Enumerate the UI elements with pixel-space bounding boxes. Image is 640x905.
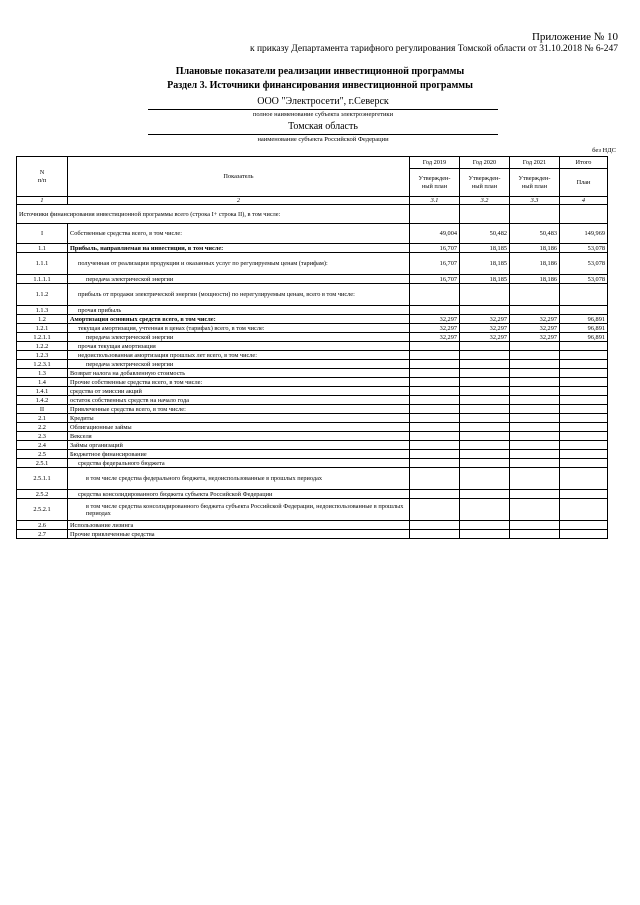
- table-row: [17, 342, 608, 351]
- row-value: [410, 306, 460, 315]
- row-value: [510, 396, 560, 405]
- row-label: Возврат налога на добавленную стоимость: [68, 369, 410, 378]
- row-value: [410, 432, 460, 441]
- row-value: 18,186: [510, 275, 560, 284]
- row-number: 1.2.2: [17, 342, 68, 351]
- approved-plan-header: Утвержден- ный план: [510, 169, 560, 197]
- table-row: [17, 499, 608, 521]
- row-value: [510, 378, 560, 387]
- row-label: средства федерального бюджета: [68, 459, 410, 468]
- row-number: 2.3: [17, 432, 68, 441]
- row-value: [510, 405, 560, 414]
- row-value: 16,707: [410, 244, 460, 253]
- row-number: 2.2: [17, 423, 68, 432]
- row-value: [460, 432, 510, 441]
- row-total: [560, 414, 608, 423]
- row-total: [560, 432, 608, 441]
- row-total: [560, 351, 608, 360]
- row-label: Займы организаций: [68, 441, 410, 450]
- row-value: [410, 468, 460, 490]
- row-total: [560, 499, 608, 521]
- row-value: [460, 405, 510, 414]
- row-value: 32,297: [460, 333, 510, 342]
- row-value: [410, 342, 460, 351]
- row-value: [510, 450, 560, 459]
- row-total: [560, 423, 608, 432]
- row-number: 1.2: [17, 315, 68, 324]
- row-value: [410, 369, 460, 378]
- row-label: Векселя: [68, 432, 410, 441]
- table-row: [17, 405, 608, 414]
- row-value: 16,707: [410, 275, 460, 284]
- vat-note: без НДС: [592, 147, 616, 154]
- row-number: 1.3: [17, 369, 68, 378]
- year-2020-header: Год 2020: [460, 157, 510, 169]
- row-number: 2.7: [17, 530, 68, 539]
- row-value: 50,482: [460, 224, 510, 244]
- row-label: Прочие привлеченные средства: [68, 530, 410, 539]
- row-label: в том числе средства консолидированного бюджета субъекта Российской Федерации, недоиспользованные в прошлых периодах: [68, 499, 410, 521]
- row-value: [460, 499, 510, 521]
- organization-caption: полное наименование субъекта электроэнергетики: [252, 111, 394, 118]
- row-value: [460, 450, 510, 459]
- region-name: Томская область: [148, 121, 498, 135]
- row-number: II: [17, 405, 68, 414]
- row-value: 32,297: [510, 333, 560, 342]
- row-value: [460, 490, 510, 499]
- row-value: 32,297: [410, 315, 460, 324]
- row-total: [560, 530, 608, 539]
- row-label: средства от эмиссии акций: [68, 387, 410, 396]
- row-value: [460, 441, 510, 450]
- intro-row: [17, 205, 608, 224]
- row-total: [560, 306, 608, 315]
- row-value: [460, 360, 510, 369]
- index-cell: 3.3: [510, 197, 560, 205]
- row-total: [560, 459, 608, 468]
- row-label: Прочие собственные средства всего, в том числе:: [68, 378, 410, 387]
- row-number: 1.4: [17, 378, 68, 387]
- row-value: [460, 530, 510, 539]
- row-value: [460, 521, 510, 530]
- row-value: 18,185: [460, 275, 510, 284]
- table-row: [17, 253, 608, 275]
- row-label: прибыль от продажи электрической энергии (мощности) по нерегулируемым ценам, всего в том числе:: [68, 284, 410, 306]
- row-value: 18,185: [460, 253, 510, 275]
- table-row: [17, 378, 608, 387]
- row-total: [560, 490, 608, 499]
- row-label: текущая амортизация, учтенная в ценах (тарифах) всего, в том числе:: [68, 324, 410, 333]
- row-label: Амортизация основных средств всего, в том числе:: [68, 315, 410, 324]
- row-value: [510, 459, 560, 468]
- row-value: [410, 396, 460, 405]
- row-value: [460, 459, 510, 468]
- table-row: [17, 468, 608, 490]
- index-row: [17, 197, 608, 205]
- row-value: [460, 306, 510, 315]
- table-row: [17, 275, 608, 284]
- row-value: [510, 490, 560, 499]
- row-value: 16,707: [410, 253, 460, 275]
- table-row: [17, 441, 608, 450]
- order-reference: к приказу Департамента тарифного регулирования Томской области от 31.10.2018 № 6-247: [249, 44, 618, 54]
- row-value: 49,004: [410, 224, 460, 244]
- row-value: [410, 441, 460, 450]
- row-value: [460, 369, 510, 378]
- table-row: [17, 459, 608, 468]
- row-label: в том числе средства федерального бюджета, недоиспользованные в прошлых периодах: [68, 468, 410, 490]
- approved-plan-header: Утвержден- ный план: [410, 169, 460, 197]
- row-value: [410, 387, 460, 396]
- organization-name: ООО "Электросети", г.Северск: [148, 96, 498, 110]
- year-2019-header: Год 2019: [410, 157, 460, 169]
- section-title: Раздел 3. Источники финансирования инвестиционной программы: [167, 80, 473, 91]
- intro-cell: Источники финансирования инвестиционной программы всего (строка I+ строка II), в том числе:: [17, 205, 410, 224]
- row-number: 1.2.3.1: [17, 360, 68, 369]
- financing-table: [16, 156, 608, 539]
- table-row: [17, 324, 608, 333]
- year-2021-header: Год 2021: [510, 157, 560, 169]
- row-label: Кредиты: [68, 414, 410, 423]
- table-row: [17, 396, 608, 405]
- row-number: 1.1.1: [17, 253, 68, 275]
- row-value: 18,186: [510, 244, 560, 253]
- row-value: 32,297: [410, 324, 460, 333]
- table-row: [17, 387, 608, 396]
- table-row: [17, 369, 608, 378]
- row-value: [510, 432, 560, 441]
- row-label: недоиспользованная амортизация прошлых лет всего, в том числе:: [68, 351, 410, 360]
- row-value: 32,297: [460, 324, 510, 333]
- row-value: [510, 284, 560, 306]
- row-value: [460, 378, 510, 387]
- row-value: [410, 450, 460, 459]
- row-value: [460, 351, 510, 360]
- row-value: [510, 468, 560, 490]
- row-value: [410, 351, 460, 360]
- row-value: [510, 342, 560, 351]
- table-row: [17, 450, 608, 459]
- row-number: 1.2.3: [17, 351, 68, 360]
- row-value: [460, 342, 510, 351]
- row-label: полученная от реализации продукции и оказанных услуг по регулируемым ценам (тарифам):: [68, 253, 410, 275]
- table-row: [17, 432, 608, 441]
- row-total: [560, 284, 608, 306]
- row-total: [560, 468, 608, 490]
- row-value: [410, 499, 460, 521]
- row-number: 1.1.1.1: [17, 275, 68, 284]
- row-value: 18,186: [510, 253, 560, 275]
- row-value: [410, 423, 460, 432]
- row-value: [460, 387, 510, 396]
- row-label: Бюджетное финансирование: [68, 450, 410, 459]
- index-cell: 1: [17, 197, 68, 205]
- table-row: [17, 414, 608, 423]
- row-value: [410, 414, 460, 423]
- row-value: [460, 284, 510, 306]
- total-header: Итого: [560, 157, 608, 169]
- row-value: [510, 499, 560, 521]
- row-value: [410, 405, 460, 414]
- approved-plan-header: Утвержден- ный план: [460, 169, 510, 197]
- row-value: [510, 369, 560, 378]
- table-row: [17, 315, 608, 324]
- row-label: Использование лизинга: [68, 521, 410, 530]
- row-value: [460, 423, 510, 432]
- row-value: 18,185: [460, 244, 510, 253]
- row-value: 32,297: [410, 333, 460, 342]
- row-value: [510, 414, 560, 423]
- row-total: [560, 342, 608, 351]
- row-total: [560, 387, 608, 396]
- row-number: 2.6: [17, 521, 68, 530]
- row-label: прочая текущая амортизация: [68, 342, 410, 351]
- row-total: 53,078: [560, 253, 608, 275]
- row-total: [560, 441, 608, 450]
- row-value: [510, 521, 560, 530]
- table-row: [17, 284, 608, 306]
- col-indicator-header: Показатель: [68, 157, 410, 197]
- row-number: 1.1.3: [17, 306, 68, 315]
- row-value: 32,297: [510, 324, 560, 333]
- row-label: Привлеченные средства всего, в том числе:: [68, 405, 410, 414]
- row-number: 1.4.1: [17, 387, 68, 396]
- row-value: [460, 396, 510, 405]
- table-row: [17, 490, 608, 499]
- row-number: 1.2.1.1: [17, 333, 68, 342]
- row-value: [410, 360, 460, 369]
- row-label: передача электрической энергии: [68, 360, 410, 369]
- row-label: средства консолидированного бюджета субъекта Российской Федерации: [68, 490, 410, 499]
- row-number: 2.5.2.1: [17, 499, 68, 521]
- row-total: 96,891: [560, 315, 608, 324]
- index-cell: 2: [68, 197, 410, 205]
- row-total: [560, 396, 608, 405]
- row-value: 32,297: [460, 315, 510, 324]
- row-total: [560, 450, 608, 459]
- row-value: [510, 441, 560, 450]
- row-number: I: [17, 224, 68, 244]
- row-label: Собственные средства всего, в том числе:: [68, 224, 410, 244]
- plan-header: План: [560, 169, 608, 197]
- row-value: [510, 360, 560, 369]
- index-cell: 3.1: [410, 197, 460, 205]
- row-total: 96,891: [560, 333, 608, 342]
- table-row: [17, 521, 608, 530]
- col-num-header: N п/п: [17, 157, 68, 197]
- row-label: Облигационные займы: [68, 423, 410, 432]
- row-value: [460, 468, 510, 490]
- document-title: Плановые показатели реализации инвестиционной программы: [175, 66, 465, 77]
- row-total: [560, 405, 608, 414]
- row-value: [410, 490, 460, 499]
- row-total: 53,078: [560, 275, 608, 284]
- row-total: 149,969: [560, 224, 608, 244]
- row-number: 2.1: [17, 414, 68, 423]
- row-value: [460, 414, 510, 423]
- row-value: [410, 378, 460, 387]
- table-row: [17, 306, 608, 315]
- row-number: 2.5: [17, 450, 68, 459]
- table-row: [17, 333, 608, 342]
- row-value: [510, 306, 560, 315]
- row-value: [510, 423, 560, 432]
- row-number: 1.1: [17, 244, 68, 253]
- appendix-label: Приложение № 10: [531, 31, 618, 43]
- table-row: [17, 351, 608, 360]
- row-number: 2.5.1.1: [17, 468, 68, 490]
- table-row: [17, 360, 608, 369]
- row-value: [510, 530, 560, 539]
- row-number: 1.4.2: [17, 396, 68, 405]
- row-label: Прибыль, направляемая на инвестиции, в том числе:: [68, 244, 410, 253]
- row-label: передача электрической энергии: [68, 275, 410, 284]
- row-label: передача электрической энергии: [68, 333, 410, 342]
- index-cell: 4: [560, 197, 608, 205]
- index-cell: 3.2: [460, 197, 510, 205]
- row-value: [510, 351, 560, 360]
- row-number: 1.1.2: [17, 284, 68, 306]
- row-total: [560, 360, 608, 369]
- row-value: [510, 387, 560, 396]
- row-total: 53,078: [560, 244, 608, 253]
- row-number: 2.4: [17, 441, 68, 450]
- row-number: 2.5.2: [17, 490, 68, 499]
- region-caption: наименование субъекта Российской Федерации: [257, 136, 389, 143]
- row-total: 96,891: [560, 324, 608, 333]
- row-label: прочая прибыль: [68, 306, 410, 315]
- header-row-years: [17, 157, 608, 169]
- table-row: [17, 530, 608, 539]
- row-number: 1.2.1: [17, 324, 68, 333]
- row-total: [560, 369, 608, 378]
- row-value: 32,297: [510, 315, 560, 324]
- row-total: [560, 521, 608, 530]
- row-number: 2.5.1: [17, 459, 68, 468]
- row-value: [410, 459, 460, 468]
- table-row: [17, 423, 608, 432]
- row-label: остаток собственных средств на начало года: [68, 396, 410, 405]
- row-value: 50,483: [510, 224, 560, 244]
- row-value: [410, 284, 460, 306]
- table-row: [17, 244, 608, 253]
- row-total: [560, 378, 608, 387]
- row-value: [410, 530, 460, 539]
- row-value: [410, 521, 460, 530]
- table-row: [17, 224, 608, 244]
